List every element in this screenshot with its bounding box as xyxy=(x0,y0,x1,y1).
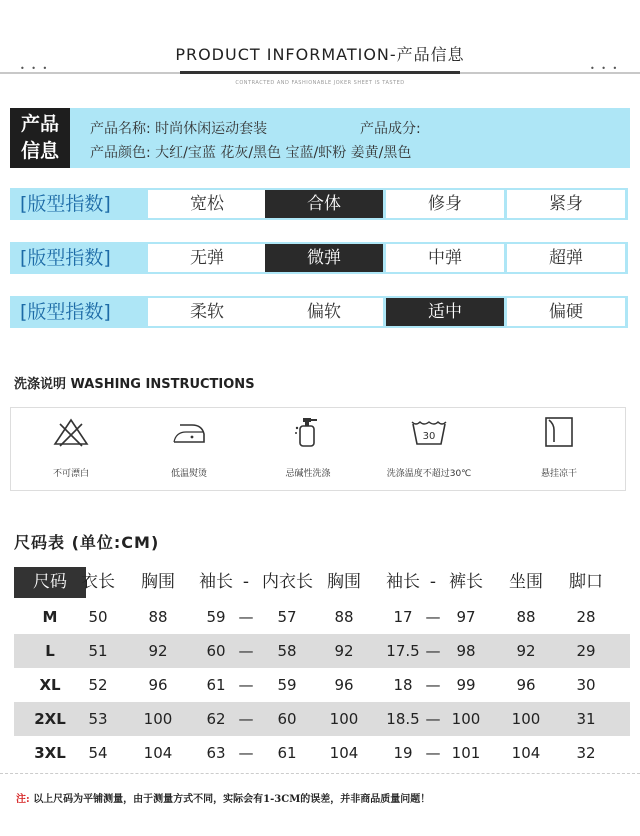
column-header: 坐围 xyxy=(509,572,543,592)
table-cell: 59 xyxy=(277,676,297,694)
table-cell: 32 xyxy=(576,744,596,762)
size-chart-title: 尺码表 (单位:CM) xyxy=(14,533,160,552)
size-cell: L xyxy=(45,642,55,660)
column-header: - xyxy=(429,572,437,592)
fit-row-2 xyxy=(10,242,628,274)
table-cell: 61 xyxy=(277,744,297,762)
table-row xyxy=(14,634,630,668)
table-cell: — xyxy=(425,608,441,626)
table-cell: 62 xyxy=(206,710,226,728)
table-cell: 19 xyxy=(393,744,413,762)
table-cell: 61 xyxy=(206,676,226,694)
wash-item-no-bleach xyxy=(11,408,131,492)
size-cell: 2XL xyxy=(34,710,66,728)
table-row xyxy=(14,668,630,702)
wash-label-no-bleach: 不可漂白 xyxy=(52,469,89,479)
table-row xyxy=(14,600,630,634)
table-cell: 53 xyxy=(88,710,108,728)
size-cell: M xyxy=(42,608,58,626)
table-cell: 51 xyxy=(88,642,108,660)
table-cell: 17.5 xyxy=(386,642,420,660)
table-cell: 18 xyxy=(393,676,413,694)
product-colors: 产品颜色: 大红/宝蓝 花灰/黑色 宝蓝/虾粉 姜黄/黑色 xyxy=(90,145,412,161)
wash-label-detergent: 忌碱性洗涤 xyxy=(285,469,331,479)
table-cell: 96 xyxy=(334,676,354,694)
product-name: 产品名称: 时尚休闲运动套装 xyxy=(90,121,268,137)
fit-option: 柔软 xyxy=(148,298,266,326)
low-iron-icon xyxy=(170,416,208,448)
wash-item-hang-dry xyxy=(499,408,619,492)
column-header: 衣长 xyxy=(81,572,115,592)
table-cell: 104 xyxy=(329,744,359,762)
table-cell: — xyxy=(425,642,441,660)
bottom-divider xyxy=(0,773,640,774)
table-cell: 31 xyxy=(576,710,596,728)
wash-30-icon xyxy=(410,416,448,448)
header-dots-right: • • • xyxy=(590,64,620,73)
fit-row-label: [版型指数] xyxy=(20,247,111,269)
table-cell: 17 xyxy=(393,608,413,626)
size-cell: 3XL xyxy=(34,744,66,762)
column-header: 袖长 xyxy=(386,572,420,592)
table-cell: 92 xyxy=(334,642,354,660)
table-cell: — xyxy=(238,608,254,626)
table-cell: 88 xyxy=(516,608,536,626)
size-cell: XL xyxy=(39,676,61,694)
wash-item-detergent xyxy=(248,408,368,492)
table-cell: 92 xyxy=(148,642,168,660)
table-cell: 100 xyxy=(511,710,541,728)
table-cell: 96 xyxy=(516,676,536,694)
fit-option: 紧身 xyxy=(507,190,625,218)
table-cell: 97 xyxy=(456,608,476,626)
hang-dry-icon xyxy=(540,416,578,448)
fit-option-selected: 合体 xyxy=(265,190,383,218)
table-row xyxy=(14,736,630,770)
table-cell: — xyxy=(238,710,254,728)
page-header xyxy=(0,0,640,100)
table-cell: 28 xyxy=(576,608,596,626)
table-cell: 96 xyxy=(148,676,168,694)
table-cell: 50 xyxy=(88,608,108,626)
fit-option: 超弹 xyxy=(507,244,625,272)
table-cell: 100 xyxy=(143,710,173,728)
table-cell: 29 xyxy=(576,642,596,660)
table-cell: — xyxy=(425,744,441,762)
wash-item-low-iron xyxy=(129,408,249,492)
no-bleach-icon xyxy=(52,416,90,448)
table-row xyxy=(14,702,630,736)
size-note-label: 注: xyxy=(16,794,30,805)
table-cell: — xyxy=(425,710,441,728)
product-info-box xyxy=(10,108,630,168)
table-cell: 88 xyxy=(148,608,168,626)
table-cell: 100 xyxy=(329,710,359,728)
washing-title: 洗涤说明 WASHING INSTRUCTIONS xyxy=(14,377,255,392)
table-cell: 92 xyxy=(516,642,536,660)
wash-temp-text: 30 xyxy=(422,431,436,442)
column-header: 胸围 xyxy=(141,572,175,592)
table-cell: 54 xyxy=(88,744,108,762)
table-cell: 99 xyxy=(456,676,476,694)
wash-label-hang-dry: 悬挂凉干 xyxy=(540,469,577,479)
product-info-label-line1: 产品 xyxy=(20,113,59,135)
fit-option: 无弹 xyxy=(148,244,266,272)
product-material: 产品成分: xyxy=(360,121,421,137)
table-cell: 88 xyxy=(334,608,354,626)
table-cell: 58 xyxy=(277,642,297,660)
fit-option: 修身 xyxy=(386,190,504,218)
table-cell: 60 xyxy=(277,710,297,728)
column-header: - xyxy=(242,572,250,592)
column-header: 袖长 xyxy=(199,572,233,592)
header-divider-center xyxy=(180,71,460,74)
wash-label-wash-30: 洗涤温度不超过30℃ xyxy=(386,469,472,479)
page-title: PRODUCT INFORMATION-产品信息 xyxy=(175,45,465,64)
table-cell: — xyxy=(425,676,441,694)
wash-label-low-iron: 低温熨烫 xyxy=(170,469,207,479)
table-cell: 104 xyxy=(143,744,173,762)
table-cell: 60 xyxy=(206,642,226,660)
table-cell: 100 xyxy=(451,710,481,728)
fit-option: 宽松 xyxy=(148,190,266,218)
column-header: 脚口 xyxy=(569,572,603,592)
table-cell: — xyxy=(238,642,254,660)
fit-row-label: [版型指数] xyxy=(20,193,111,215)
product-info-label xyxy=(10,108,70,168)
table-cell: 98 xyxy=(456,642,476,660)
table-cell: 104 xyxy=(511,744,541,762)
detergent-icon xyxy=(289,416,327,448)
page-subtitle: CONTRACTED AND FASHIONABLE JOKER SHEET IS TASTED xyxy=(235,80,405,86)
column-header: 胸围 xyxy=(327,572,361,592)
table-cell: 52 xyxy=(88,676,108,694)
fit-row-label: [版型指数] xyxy=(20,301,111,323)
fit-row-3 xyxy=(10,296,628,328)
table-cell: 57 xyxy=(277,608,297,626)
size-table-header xyxy=(14,567,630,598)
table-cell: 30 xyxy=(576,676,596,694)
wash-item-wash-30 xyxy=(369,408,489,492)
table-cell: — xyxy=(238,676,254,694)
size-header-cell: 尺码 xyxy=(14,567,86,598)
table-cell: 18.5 xyxy=(386,710,420,728)
product-info-label-line2: 信息 xyxy=(20,140,59,162)
table-cell: 63 xyxy=(206,744,226,762)
fit-option-selected: 微弹 xyxy=(265,244,383,272)
washing-panel xyxy=(10,407,626,491)
table-cell: — xyxy=(238,744,254,762)
fit-row-1 xyxy=(10,188,628,220)
fit-option: 偏硬 xyxy=(507,298,625,326)
size-note xyxy=(16,790,430,805)
table-cell: 59 xyxy=(206,608,226,626)
fit-option: 中弹 xyxy=(386,244,504,272)
column-header: 裤长 xyxy=(449,572,483,592)
fit-option: 偏软 xyxy=(265,298,383,326)
table-cell: 101 xyxy=(451,744,481,762)
column-header: 内衣长 xyxy=(262,572,313,592)
fit-option-selected: 适中 xyxy=(386,298,504,326)
size-note-text: 以上尺码为平铺测量，由于测量方式不同，实际会有1-3CM的误差，并非商品质量问题！ xyxy=(33,794,431,805)
header-dots-left: • • • xyxy=(20,64,50,73)
